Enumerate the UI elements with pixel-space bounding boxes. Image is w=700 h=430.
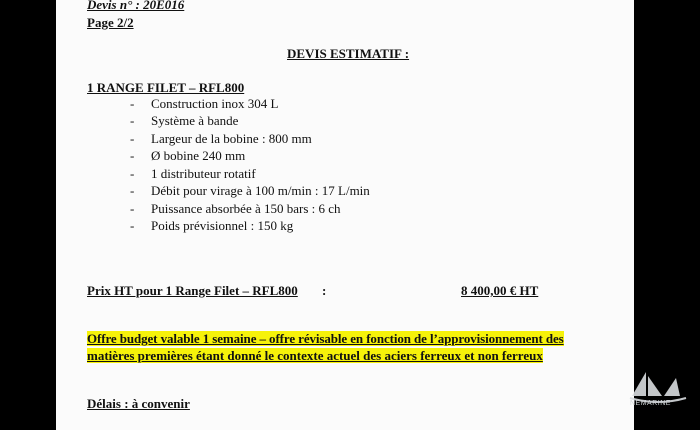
spec-text: Largeur de la bobine : 800 mm [151, 131, 312, 146]
offer-line-2: matières premières étant donné le contexte actuel des aciers ferreux et non ferreux [87, 348, 543, 363]
spec-bullet: - [130, 183, 135, 198]
spec-bullet: - [130, 131, 135, 146]
spec-text: Puissance absorbée à 150 bars : 6 ch [151, 201, 341, 216]
product-title: 1 RANGE FILET – RFL800 [87, 80, 245, 95]
price-colon: : [322, 283, 327, 298]
spec-text: Construction inox 304 L [151, 96, 279, 111]
watermark-text: NEMARINE [630, 400, 671, 407]
spec-bullet: - [130, 148, 135, 163]
spec-bullet: - [130, 218, 135, 233]
spec-bullet: - [130, 113, 135, 128]
offer-line-1: Offre budget valable 1 semaine – offre révisable en fonction de l’approvisionnement des [87, 331, 564, 346]
price-value: 8 400,00 € HT [461, 283, 539, 298]
price-label: Prix HT pour 1 Range Filet – RFL800 [87, 283, 298, 298]
devis-number: Devis n° : 20E016 [87, 0, 185, 12]
spec-bullet: - [130, 96, 135, 111]
spec-text: Poids prévisionnel : 150 kg [151, 218, 294, 233]
page-number: Page 2/2 [87, 15, 134, 30]
spec-text: Débit pour virage à 100 m/min : 17 L/min [151, 183, 370, 198]
delays: Délais : à convenir [87, 396, 190, 411]
document-page [56, 0, 634, 430]
spec-text: Système à bande [151, 113, 239, 128]
document-title: DEVIS ESTIMATIF : [287, 46, 410, 61]
spec-bullet: - [130, 201, 135, 216]
spec-bullet: - [130, 166, 135, 181]
spec-text: 1 distributeur rotatif [151, 166, 256, 181]
spec-text: Ø bobine 240 mm [151, 148, 246, 163]
